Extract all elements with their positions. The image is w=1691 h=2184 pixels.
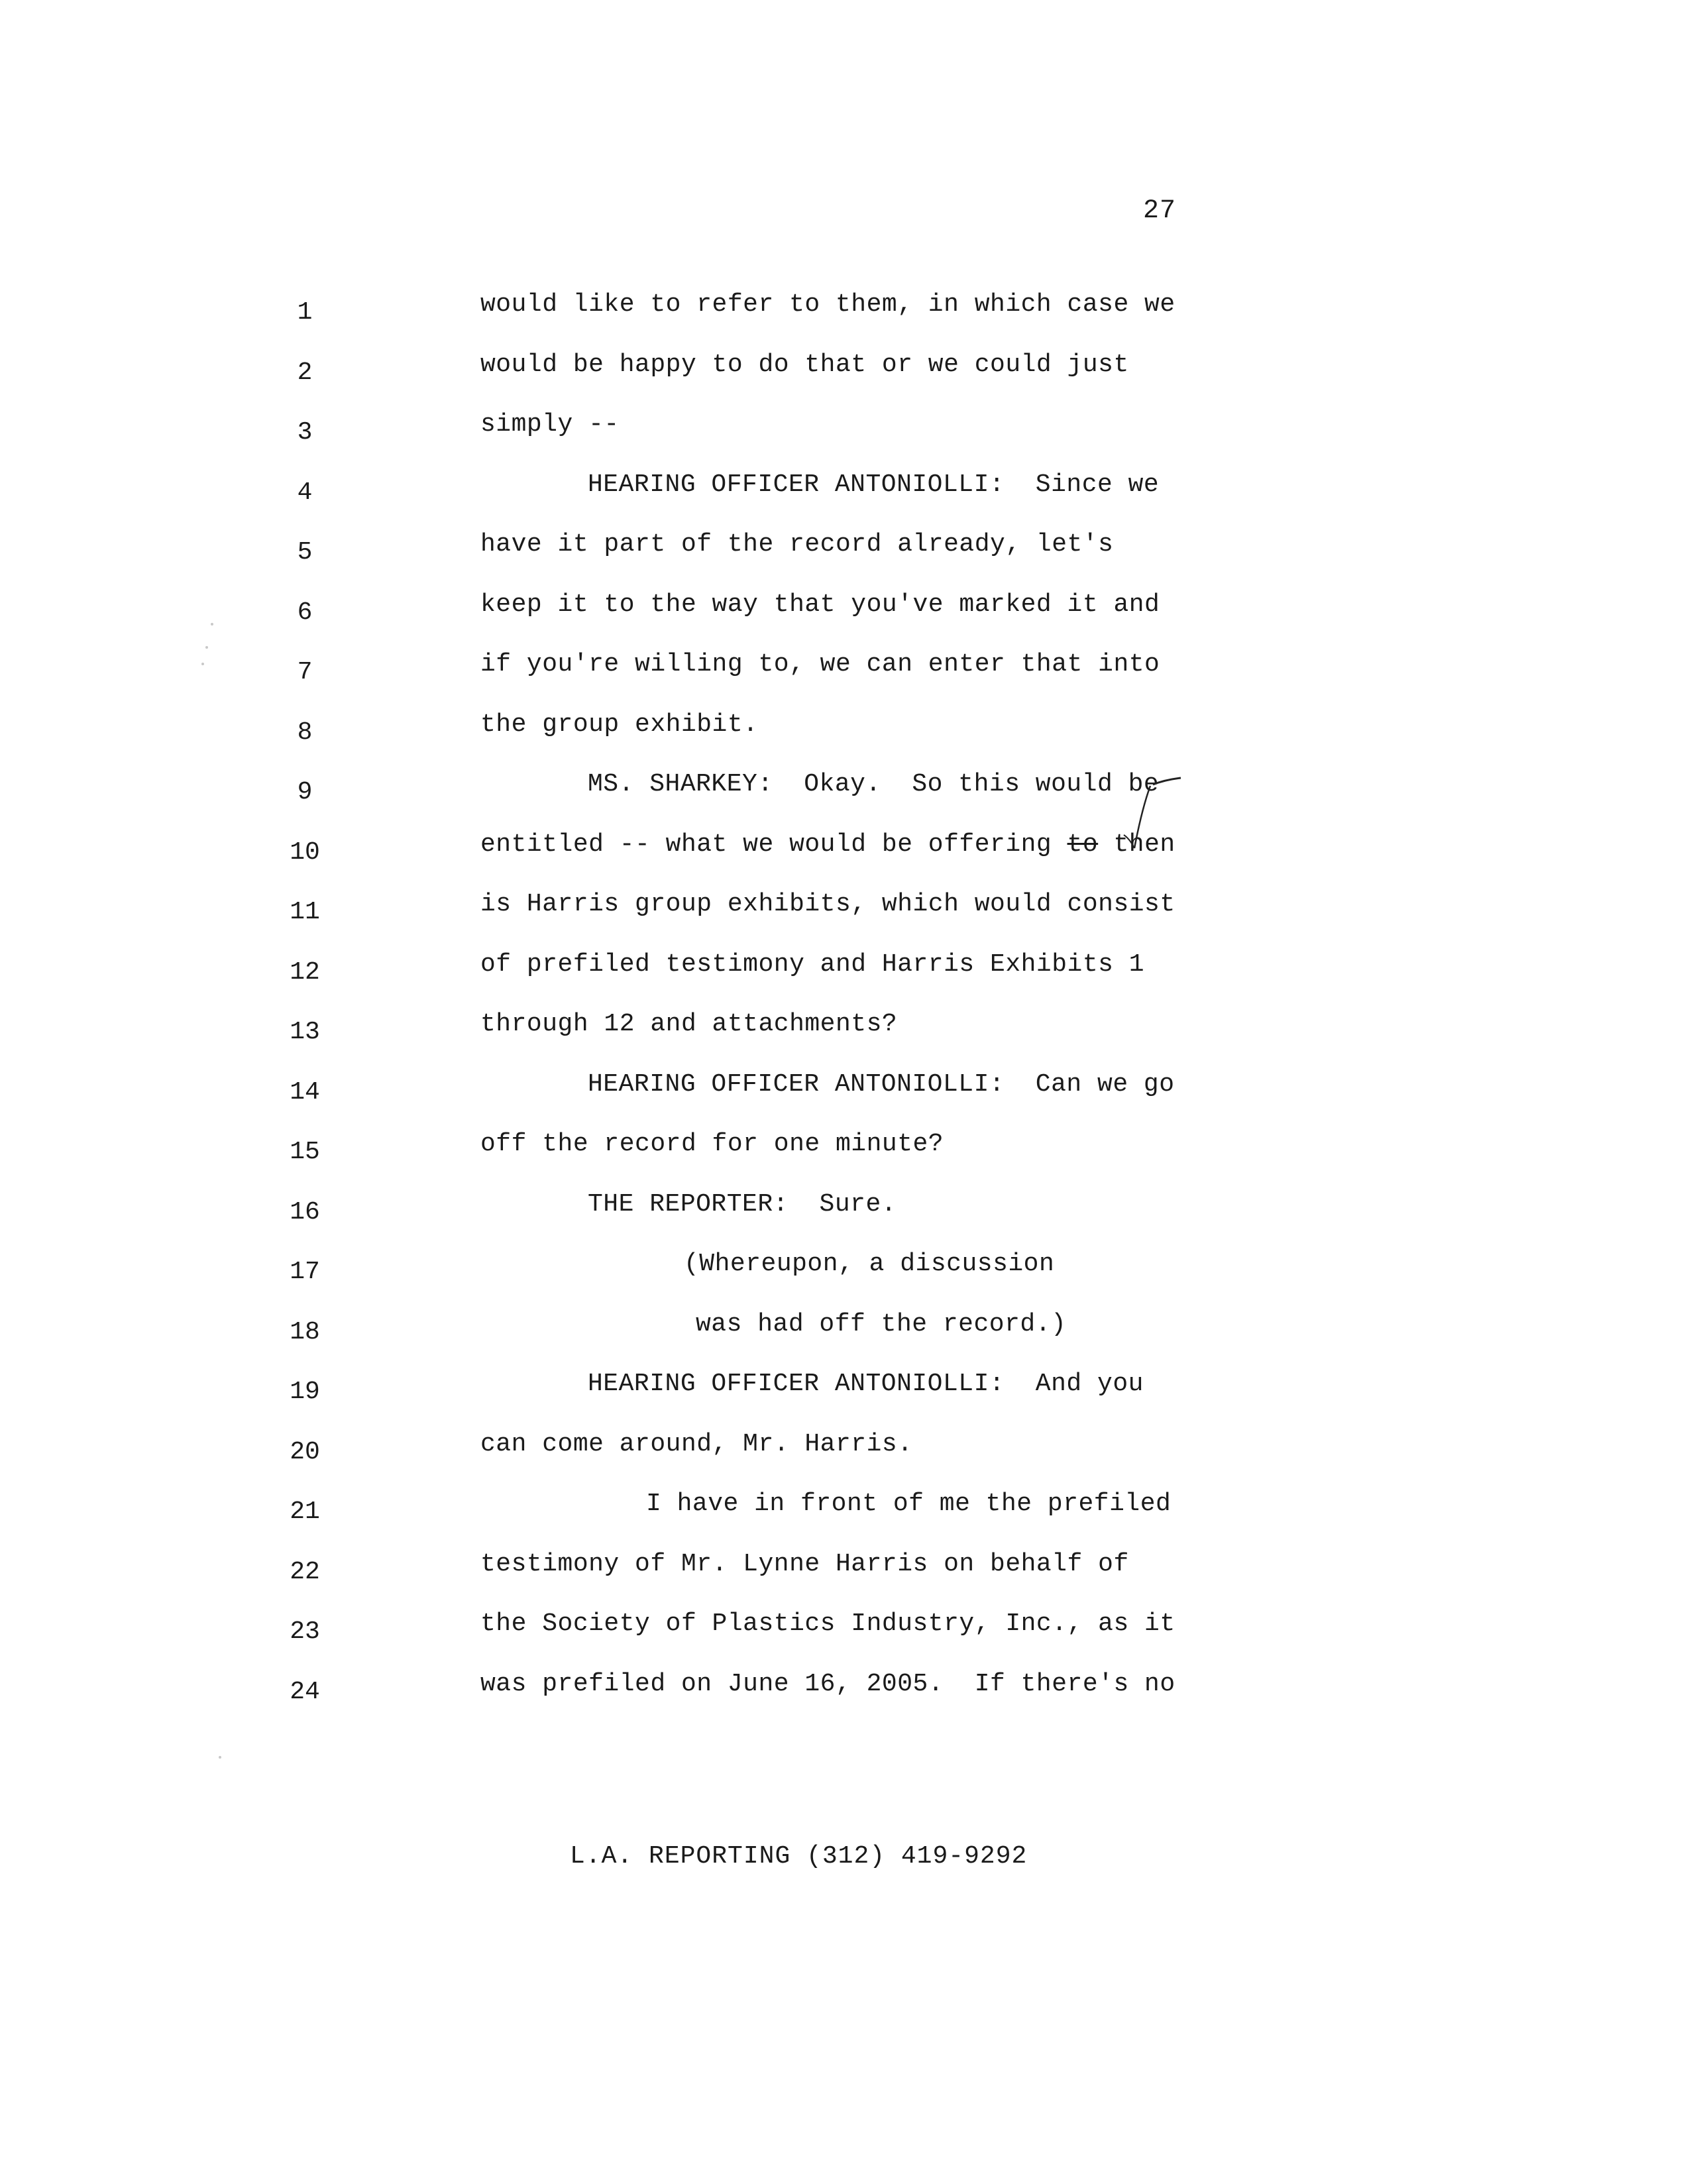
- line-number: 15: [290, 1138, 320, 1166]
- transcript-line: [0, 1190, 1691, 1250]
- scan-speck: [205, 646, 208, 649]
- scan-speck: [211, 623, 213, 626]
- transcript-line: [0, 830, 1691, 891]
- transcript-line: [0, 530, 1691, 590]
- transcript-line: [0, 1430, 1691, 1490]
- line-text-segment: then: [1098, 830, 1175, 859]
- struck-word: to: [1067, 830, 1099, 859]
- line-text: HEARING OFFICER ANTONIOLLI: Since we: [588, 470, 1160, 499]
- transcript-line: [0, 410, 1691, 470]
- transcript-line: [0, 710, 1691, 771]
- line-text: through 12 and attachments?: [480, 1010, 898, 1038]
- line-number: 2: [297, 358, 313, 387]
- transcript-line: [0, 1310, 1691, 1370]
- line-text: of prefiled testimony and Harris Exhibits 1: [480, 950, 1145, 979]
- line-text: was had off the record.): [696, 1309, 1067, 1338]
- line-text: (Whereupon, a discussion: [684, 1250, 1055, 1278]
- line-number: 16: [290, 1197, 320, 1227]
- line-number: 23: [290, 1617, 320, 1646]
- line-text: was prefiled on June 16, 2005. If there's no: [480, 1669, 1175, 1698]
- line-number: 12: [290, 957, 320, 987]
- transcript-line: [0, 1010, 1691, 1070]
- transcript-line: [0, 1070, 1691, 1130]
- line-number: 6: [297, 598, 313, 627]
- line-number: 3: [297, 418, 313, 447]
- transcript-line: [0, 1670, 1691, 1730]
- transcript-line: [0, 650, 1691, 710]
- line-number: 13: [290, 1018, 320, 1046]
- line-text: can come around, Mr. Harris.: [480, 1429, 913, 1458]
- line-text-segment: entitled -- what we would be offering: [480, 830, 1067, 859]
- line-number: 14: [290, 1077, 320, 1107]
- transcript-line: [0, 351, 1691, 411]
- line-number: 17: [290, 1258, 320, 1286]
- line-number: 1: [297, 298, 313, 327]
- transcript-body: [0, 290, 1691, 1729]
- line-text: would be happy to do that or we could just: [480, 350, 1129, 379]
- line-number: 7: [297, 658, 313, 686]
- transcript-line: [0, 1130, 1691, 1190]
- line-text: if you're willing to, we can enter that into: [480, 650, 1160, 679]
- scan-speck: [219, 1756, 221, 1759]
- line-text: HEARING OFFICER ANTONIOLLI: Can we go: [588, 1069, 1175, 1099]
- line-number: 22: [290, 1557, 320, 1586]
- line-text: simply --: [480, 410, 620, 439]
- transcript-line: [0, 1490, 1691, 1550]
- line-number: 21: [290, 1498, 320, 1526]
- line-number: 8: [297, 718, 313, 747]
- line-text: [480, 830, 1175, 859]
- line-number: 9: [297, 778, 313, 806]
- line-number: 20: [290, 1437, 320, 1466]
- handwritten-insertion-mark: [1087, 774, 1186, 853]
- footer-reporter-info: L.A. REPORTING (312) 419-9292: [570, 1842, 1028, 1871]
- line-number: 18: [290, 1317, 320, 1346]
- line-text: have it part of the record already, let's: [480, 530, 1114, 559]
- line-number: 5: [297, 538, 313, 567]
- line-text: is Harris group exhibits, which would consist: [480, 890, 1175, 918]
- transcript-line: [0, 1370, 1691, 1430]
- line-text: MS. SHARKEY: Okay. So this would be: [588, 770, 1160, 798]
- line-number: 24: [290, 1677, 320, 1706]
- scan-speck: [201, 663, 204, 665]
- page-number: 27: [1143, 196, 1177, 226]
- line-number: 10: [290, 838, 320, 867]
- line-text: THE REPORTER: Sure.: [588, 1189, 897, 1219]
- line-text: the group exhibit.: [480, 710, 759, 739]
- transcript-line: [0, 1610, 1691, 1670]
- transcript-line: [0, 770, 1691, 830]
- line-text: HEARING OFFICER ANTONIOLLI: And you: [588, 1370, 1144, 1398]
- line-text: I have in front of me the prefiled: [646, 1490, 1172, 1518]
- line-text: testimony of Mr. Lynne Harris on behalf of: [480, 1549, 1129, 1578]
- line-text: off the record for one minute?: [480, 1130, 944, 1158]
- line-text: keep it to the way that you've marked it and: [480, 590, 1160, 619]
- line-text: the Society of Plastics Industry, Inc., as it: [480, 1610, 1175, 1638]
- line-text: would like to refer to them, in which case we: [480, 290, 1175, 319]
- transcript-line: [0, 470, 1691, 531]
- transcript-line: [0, 1550, 1691, 1610]
- transcript-line: [0, 890, 1691, 950]
- line-number: 11: [290, 898, 320, 926]
- line-number: 4: [297, 478, 313, 507]
- transcript-line: [0, 590, 1691, 651]
- line-number: 19: [290, 1378, 320, 1406]
- transcript-line: [0, 290, 1691, 351]
- transcript-line: [0, 1250, 1691, 1310]
- transcript-line: [0, 950, 1691, 1010]
